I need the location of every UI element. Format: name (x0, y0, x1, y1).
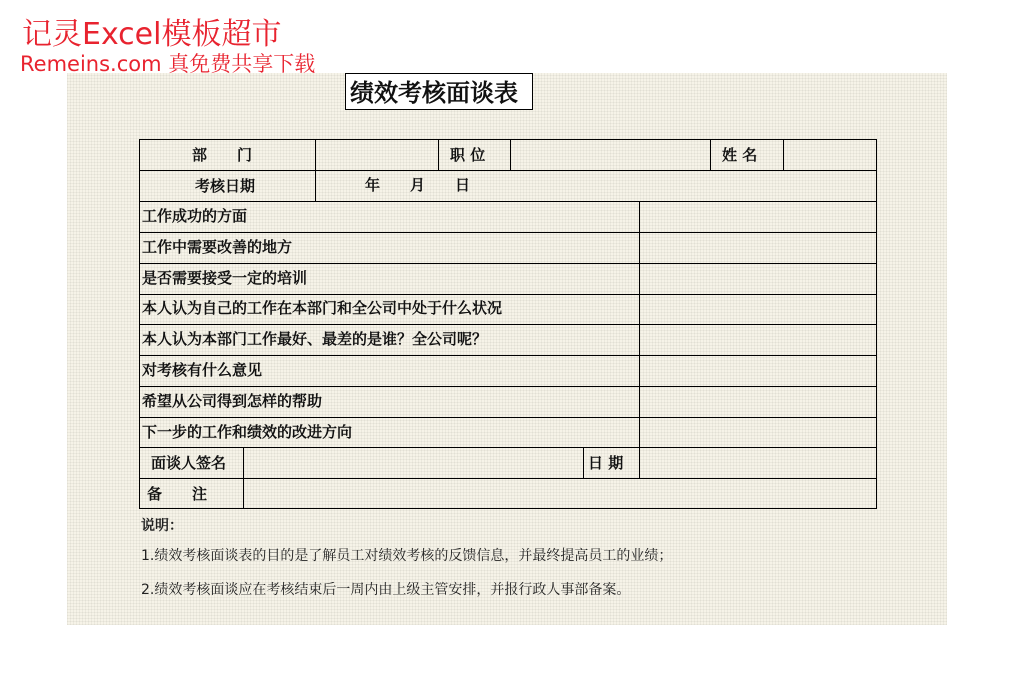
form-title: 绩效考核面谈表 (345, 73, 533, 110)
question-label: 工作中需要改善的地方 (142, 238, 293, 256)
question-answer-field[interactable] (640, 417, 875, 447)
grid-line (139, 139, 140, 509)
department-label: 部 门 (192, 146, 253, 164)
remarks-field[interactable] (244, 479, 875, 508)
department-field[interactable] (316, 140, 437, 170)
appraisal-date-label: 考核日期 (195, 177, 256, 195)
question-label: 本人认为自己的工作在本部门和全公司中处于什么状况 (142, 299, 503, 317)
grid-line (139, 294, 877, 295)
grid-line (876, 139, 877, 509)
question-label: 是否需要接受一定的培训 (142, 269, 308, 287)
grid-line (139, 508, 877, 509)
question-answer-field[interactable] (640, 201, 875, 231)
question-label: 工作成功的方面 (142, 207, 248, 225)
signature-date-field[interactable] (640, 448, 875, 478)
appraisal-date-field[interactable]: 年 月 日 (365, 176, 471, 194)
position-label: 职 位 (450, 146, 486, 164)
position-field[interactable] (511, 140, 709, 170)
grid-line (139, 386, 877, 387)
grid-line (139, 478, 877, 479)
grid-line (139, 324, 877, 325)
watermark-title: 记灵Excel模板超市 (22, 17, 282, 52)
question-answer-field[interactable] (640, 263, 875, 293)
note-item: 1.绩效考核面谈表的目的是了解员工对绩效考核的反馈信息，并最终提高员工的业绩； (141, 548, 673, 564)
grid-line (139, 447, 877, 448)
grid-line (710, 139, 711, 171)
name-label: 姓 名 (722, 146, 758, 164)
name-field[interactable] (784, 140, 875, 170)
grid-line (139, 355, 877, 356)
note-item: 2.绩效考核面谈应在考核结束后一周内由上级主管安排，并报行政人事部备案。 (141, 582, 631, 598)
grid-line (139, 232, 877, 233)
grid-line (243, 447, 244, 509)
grid-line (139, 139, 877, 140)
grid-line (139, 170, 877, 171)
grid-line (139, 263, 877, 264)
question-answer-field[interactable] (640, 386, 875, 416)
question-label: 本人认为本部门工作最好、最差的是谁？全公司呢？ (142, 330, 488, 348)
grid-line (139, 201, 877, 202)
interviewer-signature-field[interactable] (244, 448, 582, 478)
watermark-subtitle: Remeins.com 真免费共享下载 (20, 52, 316, 76)
question-answer-field[interactable] (640, 293, 875, 323)
question-answer-field[interactable] (640, 232, 875, 262)
question-answer-field[interactable] (640, 324, 875, 354)
grid-line (438, 139, 439, 171)
grid-line (139, 417, 877, 418)
question-label: 对考核有什么意见 (142, 361, 263, 379)
remarks-label: 备 注 (147, 485, 208, 503)
question-answer-field[interactable] (640, 355, 875, 385)
question-label: 下一步的工作和绩效的改进方向 (142, 423, 353, 441)
signature-date-label: 日 期 (588, 454, 624, 472)
grid-line (583, 447, 584, 479)
grid-line (783, 139, 784, 171)
question-label: 希望从公司得到怎样的帮助 (142, 392, 323, 410)
notes-heading: 说明： (141, 518, 183, 534)
grid-line (510, 139, 511, 171)
grid-line (639, 201, 640, 479)
interviewer-signature-label: 面谈人签名 (151, 454, 227, 472)
grid-line (315, 139, 316, 202)
